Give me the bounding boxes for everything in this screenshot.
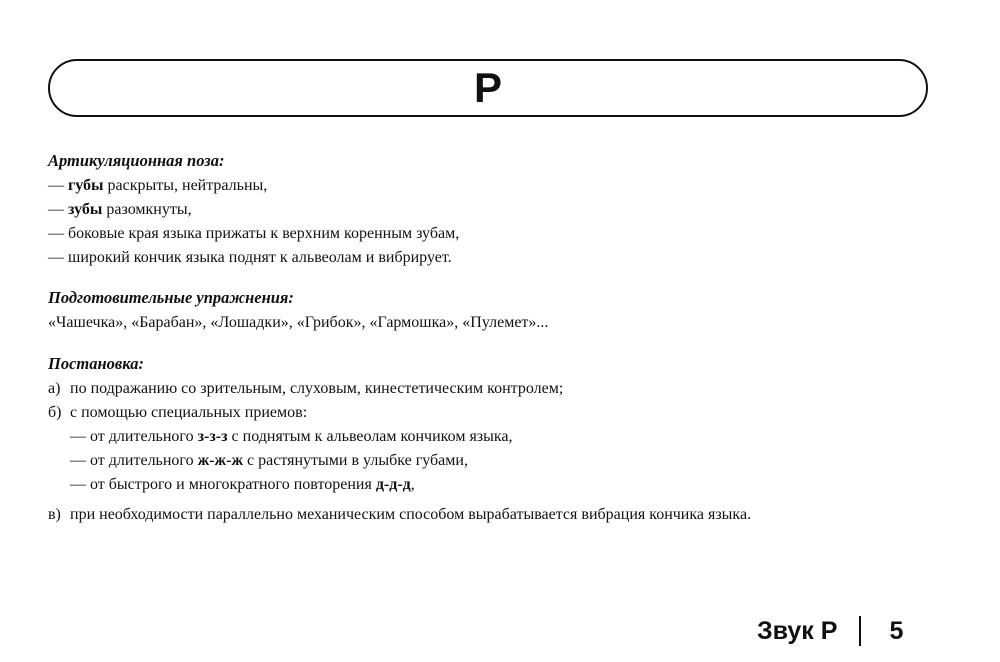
footer-divider <box>859 616 861 646</box>
articulation-item: — губы раскрыты, нейтральны, <box>48 177 268 194</box>
articulation-item: — боковые края языка прижаты к верхним коренным зубам, <box>48 225 460 242</box>
staging-heading: Постановка: <box>48 354 144 373</box>
articulation-item: — широкий кончик языка поднят к альвеолам и вибрирует. <box>48 249 452 266</box>
staging-subitem: — от длительного ж-ж-ж с растянутыми в улыбке губами, <box>70 452 468 469</box>
exercises-heading: Подготовительные упражнения: <box>48 288 294 307</box>
articulation-section <box>48 150 948 270</box>
articulation-heading: Артикуляционная поза: <box>48 151 225 170</box>
page-number: 5 <box>889 617 904 645</box>
page-footer <box>757 615 903 647</box>
exercises-section <box>48 287 948 335</box>
staging-section <box>48 353 948 527</box>
title-banner <box>48 59 928 117</box>
footer-section-title: Звук Р <box>757 617 838 645</box>
staging-item-a: а) по подражанию со зрительным, слуховым, кинестетическим контролем; <box>48 380 564 397</box>
articulation-item: — зубы разомкнуты, <box>48 201 192 218</box>
page-title: Р <box>473 64 502 111</box>
staging-subitem: — от быстрого и многократного повторения д-д-д, <box>70 476 415 493</box>
staging-item-c: в) при необходимости параллельно механическим способом вырабатывается вибрация кончика языка. <box>48 506 752 523</box>
exercises-list: «Чашечка», «Барабан», «Лошадки», «Грибок», «Гармошка», «Пулемет»... <box>48 314 549 331</box>
staging-item-b: б) с помощью специальных приемов: <box>48 404 308 421</box>
staging-subitem: — от длительного з-з-з с поднятым к альвеолам кончиком языка, <box>70 428 513 445</box>
